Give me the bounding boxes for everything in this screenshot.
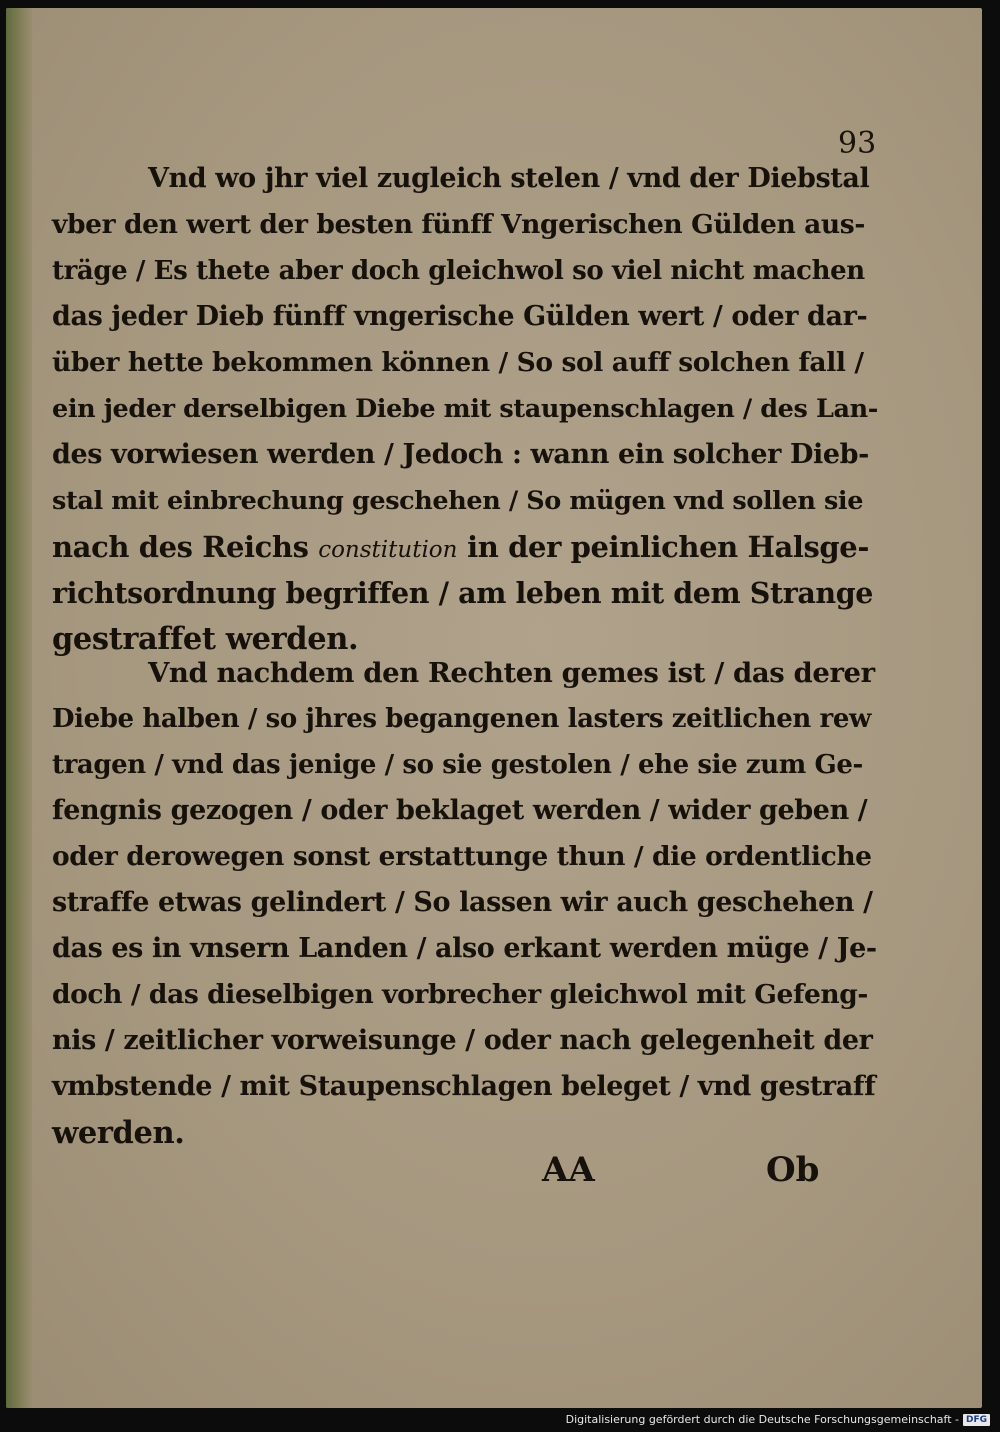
catchword: Ob xyxy=(766,1150,820,1190)
paragraph-2 xyxy=(52,650,878,1156)
text-line: über hette bekommen können / So sol auff solchen fall / xyxy=(52,347,864,378)
text-line: nis / zeitlicher vorweisunge / oder nach gelegenheit der xyxy=(52,1025,873,1056)
text-line: doch / das dieselbigen vorbrecher gleichwol mit Gefeng- xyxy=(52,979,869,1010)
text-line: vber den wert der besten fünff Vngerischen Gülden aus- xyxy=(52,209,865,240)
text-line xyxy=(52,524,878,570)
text-segment: nach des Reichs xyxy=(52,530,319,564)
text-line: Diebe halben / so jhres begangenen lasters zeitlichen rew xyxy=(52,704,871,734)
binding-edge xyxy=(6,8,32,1408)
text-line: richtsordnung begriffen / am leben mit dem Strange xyxy=(52,576,873,610)
book-page xyxy=(6,8,982,1408)
signature-mark: AA xyxy=(542,1150,595,1190)
text-line: tragen / vnd das jenige / so sie gestolen / ehe sie zum Ge- xyxy=(52,750,863,780)
paragraph-1 xyxy=(52,156,878,662)
dfg-logo-icon: DFG xyxy=(963,1414,990,1426)
text-line: werden. xyxy=(52,1115,185,1151)
text-line: Vnd wo jhr viel zugleich stelen / vnd der Diebstal xyxy=(148,163,870,194)
footer-text: Digitalisierung gefördert durch die Deutsche Forschungsgemeinschaft - xyxy=(565,1413,959,1426)
text-line: das jeder Dieb fünff vngerische Gülden wert / oder dar- xyxy=(52,301,868,332)
text-line: vmbstende / mit Staupenschlagen beleget / vnd gestraff xyxy=(52,1071,876,1102)
text-line: gestraffet werden. xyxy=(52,621,359,657)
text-line: träge / Es thete aber doch gleichwol so viel nicht machen xyxy=(52,256,865,286)
text-line: oder derowegen sonst erstattunge thun / die ordentliche xyxy=(52,841,872,872)
text-line: fengnis gezogen / oder beklaget werden / wider geben / xyxy=(52,795,868,826)
text-line: ein jeder derselbigen Diebe mit staupenschlagen / des Lan- xyxy=(52,394,878,424)
page-number: 93 xyxy=(838,126,877,161)
text-line: das es in vnsern Landen / also erkant werden müge / Je- xyxy=(52,933,877,964)
latin-word: constitution xyxy=(318,537,458,563)
text-line: stal mit einbrechung geschehen / So mügen vnd sollen sie xyxy=(52,486,864,516)
text-segment: in der peinlichen Halsge- xyxy=(457,530,869,564)
text-line: des vorwiesen werden / Jedoch : wann ein solcher Dieb- xyxy=(52,439,869,470)
text-line: Vnd nachdem den Rechten gemes ist / das derer xyxy=(148,657,875,689)
digitization-footer xyxy=(566,1413,990,1426)
text-line: straffe etwas gelindert / So lassen wir auch geschehen / xyxy=(52,887,873,918)
